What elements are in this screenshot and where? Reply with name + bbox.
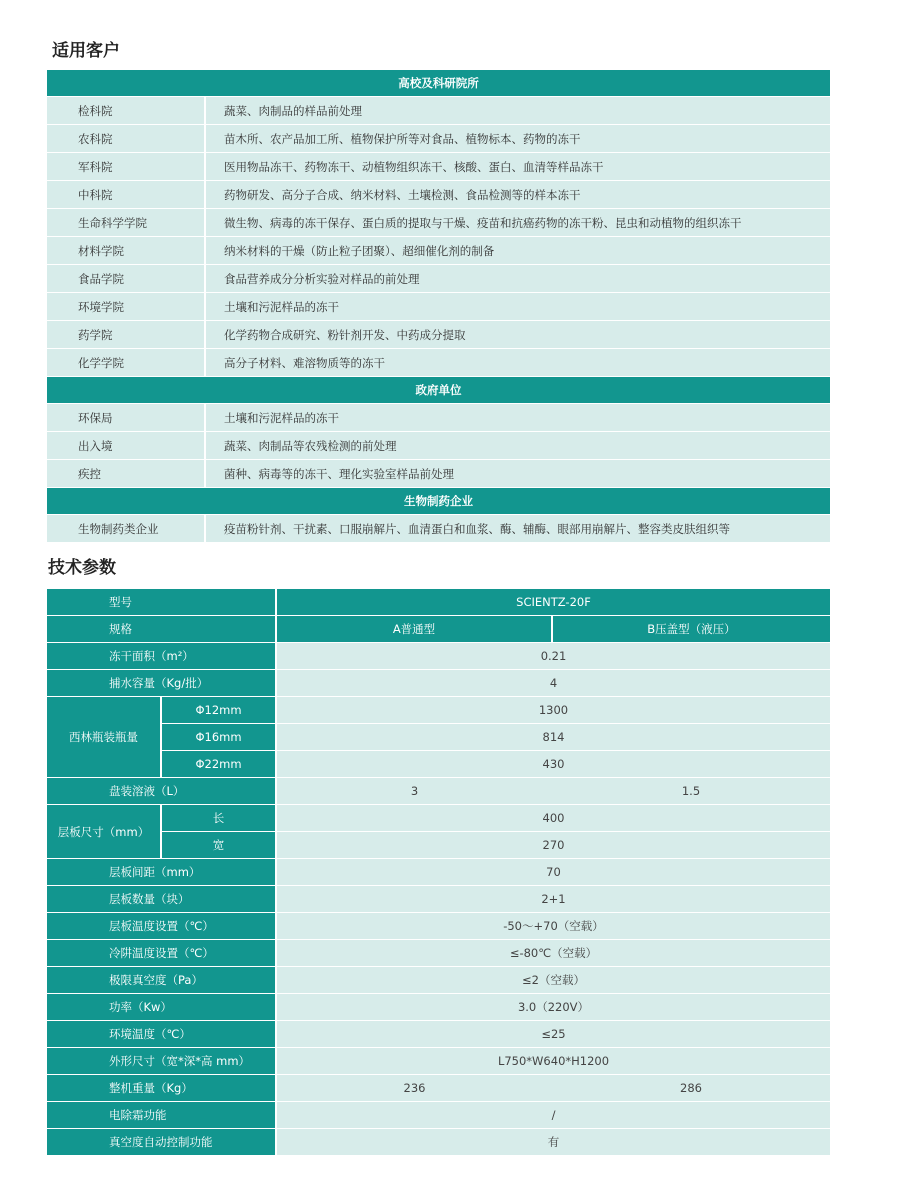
spec-label: 外形尺寸（宽*深*高 mm） xyxy=(47,1048,276,1075)
spec-sublabel: Φ16mm xyxy=(161,724,276,751)
spec-value: 1300 xyxy=(276,697,830,724)
spec-value: / xyxy=(276,1102,830,1129)
spec-label: 层板数量（块） xyxy=(47,886,276,913)
spec-label: 真空度自动控制功能 xyxy=(47,1129,276,1156)
table-row xyxy=(47,515,830,543)
table-row xyxy=(47,265,830,293)
usage-desc: 化学药物合成研究、粉针剂开发、中药成分提取 xyxy=(205,321,830,349)
specs-table xyxy=(47,589,830,1156)
table-row xyxy=(47,805,830,832)
usage-desc: 高分子材料、难溶物质等的冻干 xyxy=(205,349,830,377)
usage-desc: 药物研发、高分子合成、纳米材料、土壤检测、食品检测等的样本冻干 xyxy=(205,181,830,209)
spec-value: 430 xyxy=(276,751,830,778)
spec-value: 1.5 xyxy=(552,778,830,805)
org-name: 检科院 xyxy=(47,97,205,125)
spec-value: L750*W640*H1200 xyxy=(276,1048,830,1075)
spec-label: 冻干面积（m²） xyxy=(47,643,276,670)
org-name: 军科院 xyxy=(47,153,205,181)
spec-value: 70 xyxy=(276,859,830,886)
table-row xyxy=(47,778,830,805)
spec-label: 层板温度设置（℃） xyxy=(47,913,276,940)
usage-desc: 疫苗粉针剂、干扰素、口服崩解片、血清蛋白和血浆、酶、辅酶、眼部用崩解片、整容类皮肤组织等 xyxy=(205,515,830,543)
table-row xyxy=(47,237,830,265)
clients-table xyxy=(47,70,830,543)
spec-sublabel: 宽 xyxy=(161,832,276,859)
spec-label: 冷阱温度设置（℃） xyxy=(47,940,276,967)
spec-value: 3 xyxy=(276,778,552,805)
table-row xyxy=(47,859,830,886)
org-name: 农科院 xyxy=(47,125,205,153)
table-row xyxy=(47,1048,830,1075)
spec-value: -50～+70（空载） xyxy=(276,913,830,940)
group-header: 高校及科研院所 xyxy=(47,70,830,97)
spec-label: 电除霜功能 xyxy=(47,1102,276,1129)
spec-value: A普通型 xyxy=(276,616,552,643)
table-row xyxy=(47,181,830,209)
org-name: 化学学院 xyxy=(47,349,205,377)
spec-sublabel: Φ22mm xyxy=(161,751,276,778)
table-row xyxy=(47,967,830,994)
spec-value: 286 xyxy=(552,1075,830,1102)
spec-label: 功率（Kw） xyxy=(47,994,276,1021)
table-row xyxy=(47,886,830,913)
spec-label: 盘装溶液（L） xyxy=(47,778,276,805)
spec-value: 270 xyxy=(276,832,830,859)
specs-section-title: 技术参数 xyxy=(48,558,116,578)
table-row xyxy=(47,404,830,432)
table-row xyxy=(47,97,830,125)
org-name: 生物制药类企业 xyxy=(47,515,205,543)
spec-label: 层板尺寸（mm） xyxy=(47,805,161,859)
org-name: 环保局 xyxy=(47,404,205,432)
table-row xyxy=(47,460,830,488)
usage-desc: 土壤和污泥样品的冻干 xyxy=(205,404,830,432)
table-row xyxy=(47,153,830,181)
table-row xyxy=(47,1102,830,1129)
spec-sublabel: Φ12mm xyxy=(161,697,276,724)
spec-label: 整机重量（Kg） xyxy=(47,1075,276,1102)
table-row xyxy=(47,321,830,349)
spec-label: 层板间距（mm） xyxy=(47,859,276,886)
usage-desc: 蔬菜、肉制品等农残检测的前处理 xyxy=(205,432,830,460)
group-header: 政府单位 xyxy=(47,377,830,404)
spec-label: 极限真空度（Pa） xyxy=(47,967,276,994)
table-row xyxy=(47,432,830,460)
spec-value: 400 xyxy=(276,805,830,832)
usage-desc: 蔬菜、肉制品的样品前处理 xyxy=(205,97,830,125)
usage-desc: 菌种、病毒等的冻干、理化实验室样品前处理 xyxy=(205,460,830,488)
spec-sublabel: 长 xyxy=(161,805,276,832)
spec-value: 有 xyxy=(276,1129,830,1156)
spec-label: 环境温度（℃） xyxy=(47,1021,276,1048)
spec-value: B压盖型（液压） xyxy=(552,616,830,643)
org-name: 材料学院 xyxy=(47,237,205,265)
table-row xyxy=(47,616,830,643)
table-row xyxy=(47,293,830,321)
table-row xyxy=(47,349,830,377)
table-row xyxy=(47,751,830,778)
spec-label: 捕水容量（Kg/批） xyxy=(47,670,276,697)
spec-value: ≤25 xyxy=(276,1021,830,1048)
org-name: 生命科学学院 xyxy=(47,209,205,237)
table-row xyxy=(47,724,830,751)
table-row xyxy=(47,832,830,859)
org-name: 中科院 xyxy=(47,181,205,209)
table-row xyxy=(47,940,830,967)
clients-section-title: 适用客户 xyxy=(52,41,120,61)
spec-value: ≤2（空载） xyxy=(276,967,830,994)
spec-value: ≤-80℃（空载） xyxy=(276,940,830,967)
table-row xyxy=(47,125,830,153)
spec-value: 3.0（220V） xyxy=(276,994,830,1021)
org-name: 环境学院 xyxy=(47,293,205,321)
org-name: 食品学院 xyxy=(47,265,205,293)
table-row xyxy=(47,1021,830,1048)
spec-value: SCIENTZ-20F xyxy=(276,589,830,616)
org-name: 疾控 xyxy=(47,460,205,488)
spec-label: 型号 xyxy=(47,589,276,616)
usage-desc: 苗木所、农产品加工所、植物保护所等对食品、植物标本、药物的冻干 xyxy=(205,125,830,153)
usage-desc: 微生物、病毒的冻干保存、蛋白质的提取与干燥、疫苗和抗癌药物的冻干粉、昆虫和动植物的组织冻干 xyxy=(205,209,830,237)
spec-value: 814 xyxy=(276,724,830,751)
spec-value: 0.21 xyxy=(276,643,830,670)
table-row xyxy=(47,643,830,670)
spec-value: 2+1 xyxy=(276,886,830,913)
usage-desc: 土壤和污泥样品的冻干 xyxy=(205,293,830,321)
table-row xyxy=(47,697,830,724)
group-header: 生物制药企业 xyxy=(47,488,830,515)
table-row xyxy=(47,913,830,940)
spec-value: 4 xyxy=(276,670,830,697)
table-row xyxy=(47,589,830,616)
org-name: 药学院 xyxy=(47,321,205,349)
spec-label: 西林瓶装瓶量 xyxy=(47,697,161,778)
org-name: 出入境 xyxy=(47,432,205,460)
spec-value: 236 xyxy=(276,1075,552,1102)
table-row xyxy=(47,209,830,237)
spec-label: 规格 xyxy=(47,616,276,643)
usage-desc: 医用物品冻干、药物冻干、动植物组织冻干、核酸、蛋白、血清等样品冻干 xyxy=(205,153,830,181)
usage-desc: 纳米材料的干燥（防止粒子团聚）、超细催化剂的制备 xyxy=(205,237,830,265)
table-row xyxy=(47,670,830,697)
usage-desc: 食品营养成分分析实验对样品的前处理 xyxy=(205,265,830,293)
table-row xyxy=(47,994,830,1021)
table-row xyxy=(47,1075,830,1102)
table-row xyxy=(47,1129,830,1156)
